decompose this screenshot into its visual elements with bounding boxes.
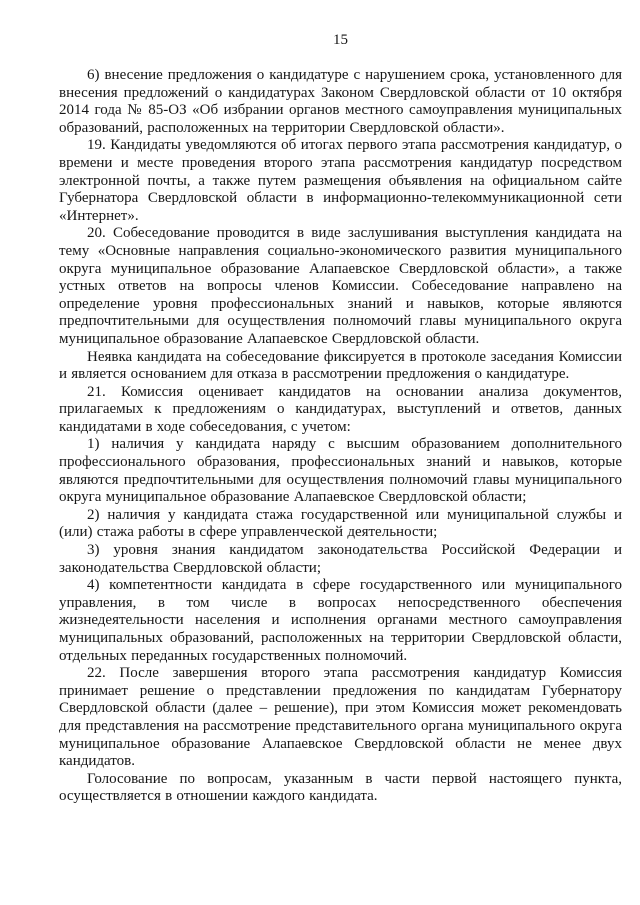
paragraph-voting-note: Голосование по вопросам, указанным в части первой настоящего пункта, осуществляется в отношении каждого кандидата.: [59, 770, 622, 805]
paragraph-item-6: 6) внесение предложения о кандидатуре с нарушением срока, установленного для внесения предложений о кандидатурах Законом Свердловской области от 10 октября 2014 года № 85-ОЗ «Об избрании органов местного самоуправления муниципальных образований, расположенных на территории Свердловской области».: [59, 67, 622, 136]
paragraph-item-1: 1) наличия у кандидата наряду с высшим образованием дополнительного профессионального образования, профессиональных знаний и навыков, которые являются предпочтительными для осуществления полномочий главы муниципального округа муниципальное образование Алапаевское Свердловской области;: [59, 436, 622, 506]
paragraph-clause-19: 19. Кандидаты уведомляются об итогах первого этапа рассмотрения кандидатур, о времени и месте проведения второго этапа рассмотрения кандидатур посредством электронной почты, а также путем размещения объявления на официальном сайте Губернатора Свердловской области в информационно-телекоммуникационной сети «Интернет».: [59, 137, 622, 224]
paragraph-clause-22: 22. После завершения второго этапа рассмотрения кандидатур Комиссия принимает решение о представлении предложения по кандидатам Губернатору Свердловской области (далее – решение), при этом Комиссия может рекомендовать для представления на рассмотрение представительного органа муниципального округа муниципальное образование Алапаевское Свердловской области не менее двух кандидатов.: [59, 665, 622, 770]
paragraph-clause-21: 21. Комиссия оценивает кандидатов на основании анализа документов, прилагаемых к предложениям о кандидатурах, выступлений и ответов, данных кандидатами в ходе собеседования, с учетом:: [59, 383, 622, 435]
paragraph-no-show-note: Неявка кандидата на собеседование фиксируется в протоколе заседания Комиссии и является основанием для отказа в рассмотрении предложения о кандидатуре.: [59, 348, 622, 383]
paragraph-item-3: 3) уровня знания кандидатом законодательства Российской Федерации и законодательства Свердловской области;: [59, 542, 622, 576]
paragraph-item-2: 2) наличия у кандидата стажа государственной или муниципальной службы и (или) стажа работы в сфере управленческой деятельности;: [59, 506, 622, 541]
paragraph-clause-20: 20. Собеседование проводится в виде заслушивания выступления кандидата на тему «Основные направления социально-экономического развития муниципального округа муниципальное образование Алапаевское Свердловской области», а также устных ответов на вопросы членов Комиссии. Собеседование направлено на определение уровня профессиональных знаний и навыков, которые являются предпочтительными для осуществления полномочий главы муниципального округа муниципальное образование Алапаевское Свердловской области.: [59, 225, 622, 347]
page-number: 15: [333, 32, 348, 48]
document-body: [59, 67, 622, 806]
paragraph-item-4: 4) компетентности кандидата в сфере государственного или муниципального управления, в том числе в вопросах непосредственного обеспечения жизнедеятельности населения и исполнения органами местного самоуправления муниципальных образований, расположенных на территории Свердловской области, отдельных переданных государственных полномочий.: [59, 577, 622, 664]
